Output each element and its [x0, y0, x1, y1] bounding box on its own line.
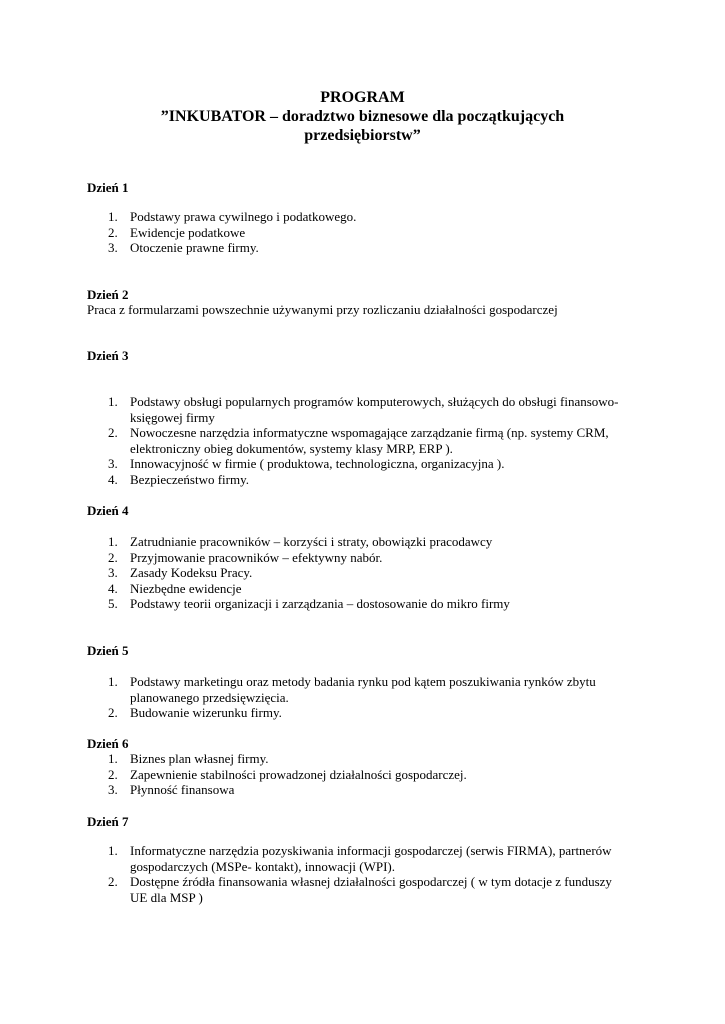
list-item	[0, 767, 640, 783]
list-item	[0, 782, 640, 798]
item-text-cont: gospodarczych (MSPe- kontakt), innowacji (WPI).	[130, 858, 395, 874]
day-2-text: Praca z formularzami powszechnie używanymi przy rozliczaniu działalności gospodarczej	[87, 302, 558, 317]
item-text: Podstawy marketingu oraz metody badania rynku pod kątem poszukiwania rynków zbytu	[130, 674, 596, 689]
item-number: 4.	[108, 580, 118, 596]
item-number: 5.	[108, 596, 118, 611]
list-item	[0, 550, 640, 566]
day-5-list	[0, 674, 640, 721]
item-text: Niezbędne ewidencje	[130, 580, 242, 596]
title-line-1: PROGRAM	[320, 89, 405, 106]
item-number: 1.	[108, 209, 118, 224]
item-number: 2.	[108, 224, 118, 240]
list-item	[0, 581, 640, 597]
day-1-heading: Dzień 1	[87, 180, 129, 195]
list-item	[0, 751, 640, 767]
item-text: Informatyczne narzędzia pozyskiwania informacji gospodarczej (serwis FIRMA), partnerów	[130, 843, 612, 858]
item-text: Przyjmowanie pracowników – efektywny nabór.	[130, 549, 383, 565]
list-item	[0, 209, 640, 225]
item-number: 2.	[108, 766, 118, 782]
title-line-2: ”INKUBATOR – doradztwo biznesowe dla początkujących	[160, 108, 565, 125]
list-item	[0, 874, 640, 905]
item-number: 1.	[108, 751, 118, 766]
item-text: Zatrudnianie pracowników – korzyści i straty, obowiązki pracodawcy	[130, 534, 493, 549]
list-item	[0, 225, 640, 241]
item-text: Innowacyjność w firmie ( produktowa, technologiczna, organizacyjna ).	[130, 456, 505, 471]
day-7-list	[0, 843, 640, 905]
item-number: 4.	[108, 471, 118, 487]
day-3-heading: Dzień 3	[87, 348, 129, 363]
item-text: Nowoczesne narzędzia informatyczne wspomagające zarządzanie firmą (np. systemy CRM,	[130, 425, 609, 440]
item-text: Dostępne źródła finansowania własnej działalności gospodarczej ( w tym dotacje z funduszy	[130, 874, 612, 889]
day-7-heading: Dzień 7	[87, 814, 129, 829]
day-3-list	[0, 394, 640, 487]
day-6-list	[0, 751, 640, 798]
day-6-heading: Dzień 6	[87, 736, 129, 751]
item-text: Podstawy obsługi popularnych programów komputerowych, służących do obsługi finansowo-	[130, 394, 619, 409]
item-text: Podstawy prawa cywilnego i podatkowego.	[130, 209, 357, 224]
item-number: 1.	[108, 674, 118, 689]
list-item	[0, 843, 640, 874]
item-text: Otoczenie prawne firmy.	[130, 240, 259, 255]
list-item	[0, 534, 640, 550]
list-item	[0, 565, 640, 581]
page-title	[0, 88, 725, 145]
item-number: 2.	[108, 705, 118, 720]
item-text: Zapewnienie stabilności prowadzonej działalności gospodarczej.	[130, 766, 467, 782]
item-number: 1.	[108, 843, 118, 858]
item-text: Biznes plan własnej firmy.	[130, 751, 269, 766]
item-number: 2.	[108, 874, 118, 889]
item-text-cont: UE dla MSP )	[130, 889, 203, 905]
list-item	[0, 456, 640, 472]
item-text-cont: księgowej firmy	[130, 409, 215, 425]
item-text-cont: planowanego przedsięwzięcia.	[130, 689, 289, 705]
item-number: 3.	[108, 782, 118, 797]
item-text: Płynność finansowa	[130, 782, 235, 797]
day-5-heading: Dzień 5	[87, 643, 129, 658]
item-number: 1.	[108, 394, 118, 409]
item-number: 3.	[108, 240, 118, 255]
item-text-cont: elektroniczny obieg dokumentów, systemy klasy MRP, ERP ).	[130, 440, 453, 456]
day-2-heading: Dzień 2	[87, 287, 129, 302]
item-text: Bezpieczeństwo firmy.	[130, 471, 249, 487]
list-item	[0, 394, 640, 425]
list-item	[0, 472, 640, 488]
list-item	[0, 596, 640, 612]
item-text: Budowanie wizerunku firmy.	[130, 705, 282, 720]
item-number: 2.	[108, 425, 118, 440]
item-number: 1.	[108, 534, 118, 549]
item-text: Zasady Kodeksu Pracy.	[130, 565, 253, 580]
item-number: 3.	[108, 565, 118, 580]
day-1-list	[0, 209, 640, 256]
item-text: Ewidencje podatkowe	[130, 224, 246, 240]
item-text: Podstawy teorii organizacji i zarządzania – dostosowanie do mikro firmy	[130, 596, 510, 611]
day-4-heading: Dzień 4	[87, 503, 129, 518]
list-item	[0, 674, 640, 705]
list-item	[0, 425, 640, 456]
title-line-3: przedsiębiorstw”	[304, 127, 421, 144]
list-item	[0, 705, 640, 721]
item-number: 2.	[108, 549, 118, 565]
day-4-list	[0, 534, 640, 612]
list-item	[0, 240, 640, 256]
item-number: 3.	[108, 456, 118, 471]
